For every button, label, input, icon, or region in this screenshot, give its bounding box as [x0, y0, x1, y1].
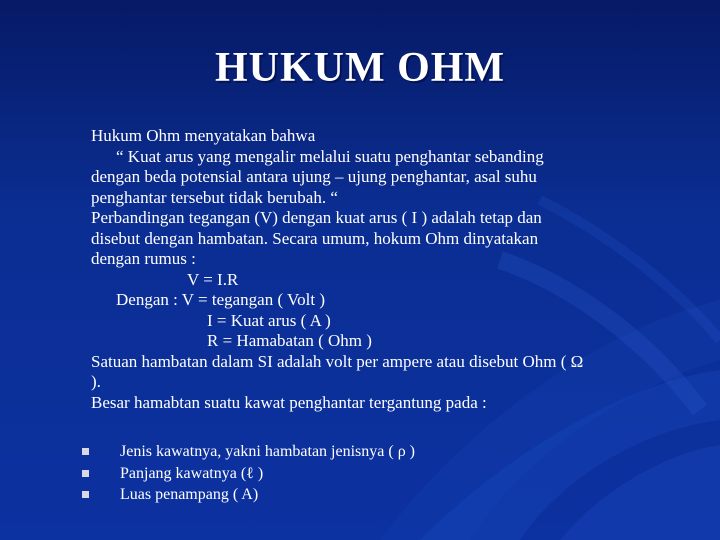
slide-body	[91, 126, 681, 413]
slide-title: HUKUM OHM	[214, 45, 506, 91]
list-item	[82, 441, 682, 463]
body-line: I = Kuat arus ( A )	[207, 310, 331, 330]
body-line: Besar hamabtan suatu kawat penghantar tergantung pada :	[91, 392, 487, 412]
body-line: penghantar tersebut tidak berubah. “	[91, 187, 338, 207]
square-bullet-icon	[82, 491, 89, 498]
bullet-text: Panjang kawatnya (ℓ )	[120, 464, 264, 482]
square-bullet-icon	[82, 470, 89, 477]
body-line: Perbandingan tegangan (V) dengan kuat arus ( I ) adalah tetap dan	[91, 208, 542, 227]
body-line: ).	[91, 372, 101, 391]
square-bullet-icon	[82, 448, 89, 455]
formula-line: V = I.R	[187, 269, 239, 289]
body-line: Hukum Ohm menyatakan bahwa	[91, 126, 316, 145]
body-line: disebut dengan hambatan. Secara umum, hokum Ohm dinyatakan	[91, 228, 539, 248]
list-item	[82, 463, 682, 485]
bullet-text: Luas penampang ( A)	[120, 486, 259, 503]
body-line: dengan rumus :	[91, 249, 196, 268]
bullet-text: Jenis kawatnya, yakni hambatan jenisnya ( ρ )	[120, 443, 416, 460]
body-line: R = Hamabatan ( Ohm )	[207, 331, 372, 350]
bullet-list	[82, 441, 682, 506]
body-line: Dengan : V = tegangan ( Volt )	[116, 290, 325, 309]
list-item	[82, 484, 682, 506]
body-line: dengan beda potensial antara ujung – ujung penghantar, asal suhu	[91, 167, 537, 186]
body-line: Satuan hambatan dalam SI adalah volt per ampere atau disebut Ohm ( Ω	[91, 351, 584, 371]
body-line: “ Kuat arus yang mengalir melalui suatu penghantar sebanding	[116, 146, 544, 166]
